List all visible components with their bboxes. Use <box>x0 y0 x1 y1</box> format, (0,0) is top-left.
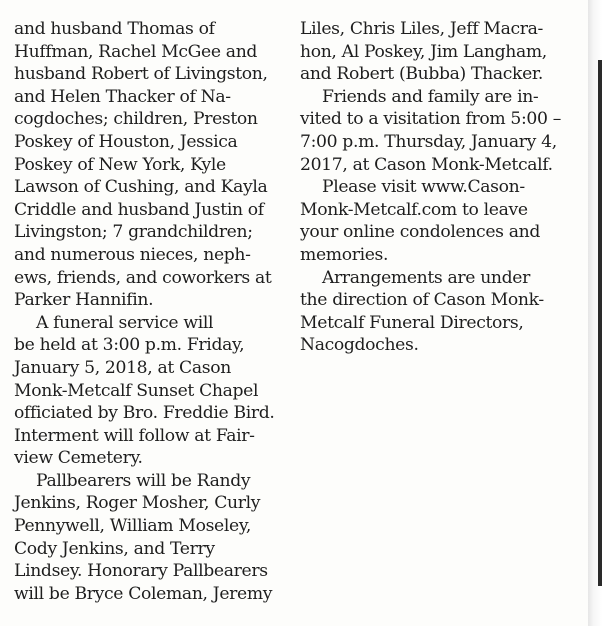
text-line: cogdoches; children, Preston <box>14 109 258 130</box>
text-line: January 5, 2018, at Cason <box>14 357 231 378</box>
text-line: Please visit www.Cason- <box>322 177 525 198</box>
text-line: and husband Thomas of <box>14 19 215 39</box>
text-line: Huffman, Rachel McGee and <box>14 41 258 62</box>
page-edge-bar <box>598 60 602 586</box>
text-line: vited to a visitation from 5:00 – <box>300 109 561 130</box>
text-line: Monk-Metcalf.com to leave <box>300 199 528 220</box>
text-line: Jenkins, Roger Mosher, Curly <box>14 493 261 514</box>
text-line: 7:00 p.m. Thursday, January 4, <box>300 131 557 152</box>
text-line: Nacogdoches. <box>300 335 419 356</box>
text-line: Poskey of Houston, Jessica <box>14 131 238 152</box>
text-line: your online condolences and <box>300 222 541 243</box>
obituary-column-right <box>300 18 572 357</box>
text-line: Monk-Metcalf Sunset Chapel <box>14 380 259 401</box>
text-line: Metcalf Funeral Directors, <box>300 312 524 333</box>
text-line: Arrangements are under <box>322 267 530 288</box>
text-line: Parker Hannifin. <box>14 290 154 311</box>
text-line: Livingston; 7 grandchildren; <box>14 222 253 243</box>
text-line: Lawson of Cushing, and Kayla <box>14 177 268 198</box>
text-line: Liles, Chris Liles, Jeff Macra- <box>300 19 544 39</box>
text-line: husband Robert of Livingston, <box>14 64 268 85</box>
text-line: Friends and family are in- <box>322 86 539 107</box>
obituary-column-left <box>14 18 286 605</box>
text-line: 2017, at Cason Monk-Metcalf. <box>300 154 553 175</box>
text-line: Lindsey. Honorary Pallbearers <box>14 561 268 582</box>
text-line: be held at 3:00 p.m. Friday, <box>14 335 245 356</box>
text-line: memories. <box>300 244 389 265</box>
text-line: hon, Al Poskey, Jim Langham, <box>300 41 547 62</box>
text-line: and Helen Thacker of Na- <box>14 86 231 107</box>
text-line: and numerous nieces, neph- <box>14 244 251 265</box>
text-line: Cody Jenkins, and Terry <box>14 538 215 559</box>
text-line: A funeral service will <box>36 312 214 333</box>
text-line: officiated by Bro. Freddie Bird. <box>14 403 275 424</box>
text-line: and Robert (Bubba) Thacker. <box>300 64 543 85</box>
text-line: Poskey of New York, Kyle <box>14 154 226 175</box>
text-line: view Cemetery. <box>14 448 143 469</box>
text-line: Pallbearers will be Randy <box>36 470 251 491</box>
text-line: Interment will follow at Fair- <box>14 425 255 446</box>
text-line: the direction of Cason Monk- <box>300 290 544 311</box>
text-line: Criddle and husband Justin of <box>14 199 264 220</box>
text-line: will be Bryce Coleman, Jeremy <box>14 583 273 604</box>
text-line: Pennywell, William Moseley, <box>14 516 252 537</box>
text-line: ews, friends, and coworkers at <box>14 267 272 288</box>
